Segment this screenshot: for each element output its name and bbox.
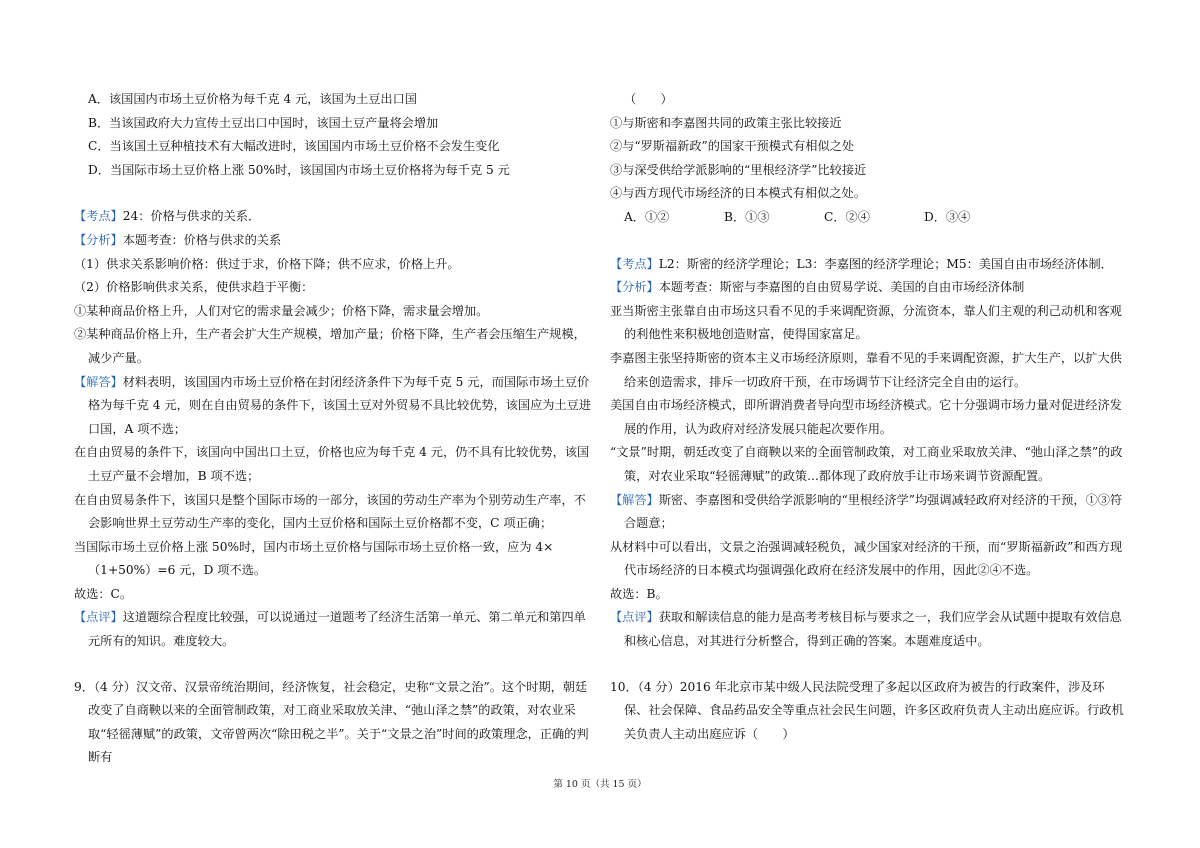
fenxi-line: 亚当斯密主张靠自由市场这只看不见的手来调配资源，分流资本，靠人们主观的利己动机和客观的利他性来积极地创造财富，使得国家富足。: [610, 303, 1122, 342]
choice-a: A．①②: [624, 209, 670, 224]
fenxi: [74, 229, 596, 253]
jieda-text: 材料表明，该国国内市场土豆价格在封闭经济条件下为每千克 5 元，而国际市场土豆价格为每千克 4 元，则在自由贸易的条件下，该国土豆对外贸易不具比较优势，该国应为土豆进口国，A 项不选；: [88, 374, 592, 436]
fenxi-line: 美国自由市场经济模式，即所谓消费者导向型市场经济模式。它十分强调市场力量对促进经济发展的作用，认为政府对经济发展只能起次要作用。: [610, 398, 1122, 436]
right-column: [610, 88, 1128, 746]
choice-d: D．③④: [924, 209, 971, 224]
fenxi-text: 本题考查：价格与供求的关系: [122, 232, 282, 247]
option-d: D．当国际市场土豆价格上涨 50%时，该国国内市场土豆价格将为每千克 5 元: [88, 162, 510, 177]
choice-b: B．①③: [724, 209, 770, 224]
statement-3: ③与深受供给学派影响的“里根经济学”比较接近: [610, 162, 867, 177]
fenxi-line: “文景”时期，朝廷改变了自商鞅以来的全面管制政策，对工商业采取放关津、“弛山泽之禁”的政策，对农业采取“轻徭薄赋”的政策...都体现了政府放手让市场来调节资源配置。: [610, 445, 1123, 483]
kaodian-tag: 【考点】: [610, 256, 659, 271]
jieda: [74, 371, 596, 442]
dianping-text: 这道题综合程度比较强，可以说通过一道题考了经济生活第一单元、第二单元和第四单元所有的知识。难度较大。: [88, 610, 586, 649]
left-column: [74, 88, 596, 770]
jieda-tag: 【解答】: [74, 374, 123, 389]
answer: 故选：B。: [610, 586, 668, 601]
choice-c: C．②④: [824, 209, 870, 224]
kaodian-text: L2：斯密的经济学理论；L3：李嘉图的经济学理论；M5：美国自由市场经济体制．: [658, 256, 1113, 271]
jieda-line: 在自由贸易条件下，该国只是整个国际市场的一部分，该国的劳动生产率为个别劳动生产率，不会影响世界土豆劳动生产率的变化，国内土豆价格和国际土豆价格都不变，C 项正确；: [74, 492, 586, 531]
fenxi-tag: 【分析】: [610, 280, 659, 295]
fenxi-line: （1）供求关系影响价格：供过于求，价格下降；供不应求，价格上升。: [74, 256, 460, 271]
jieda-line: 在自由贸易的条件下，该国向中国出口土豆，价格也应为每千克 4 元，仍不具有比较优势，该国土豆产量不会增加，B 项不选；: [74, 445, 590, 483]
choices: [610, 206, 1128, 230]
kaodian: [610, 253, 1128, 277]
statement-2: ②与“罗斯福新政”的国家干预模式有相似之处: [610, 139, 855, 154]
dianping-text: 获取和解读信息的能力是高考考核目标与要求之一，我们应学会从试题中提取有效信息和核心信息，对其进行分析整合，得到正确的答案。本题难度适中。: [624, 610, 1122, 649]
statement-1: ①与斯密和李嘉图共同的政策主张比较接近: [610, 115, 842, 130]
dianping-tag: 【点评】: [74, 610, 123, 625]
page-footer: 第 10 页（共 15 页）: [553, 779, 647, 790]
dianping: [610, 606, 1128, 653]
fenxi-tag: 【分析】: [74, 232, 123, 247]
dianping-tag: 【点评】: [610, 610, 659, 625]
fenxi-line: ②某种商品价格上升，生产者会扩大生产规模，增加产量；价格下降，生产者会压缩生产规模，减少产量。: [74, 327, 586, 365]
fenxi-line: （2）价格影响供求关系，使供求趋于平衡：: [74, 280, 314, 295]
fenxi: [610, 276, 1128, 300]
answer: 故选：C。: [74, 586, 133, 601]
kaodian-tag: 【考点】: [74, 209, 123, 224]
dianping: [74, 606, 596, 653]
jieda-tag: 【解答】: [610, 492, 659, 507]
statement-4: ④与西方现代市场经济的日本模式有相似之处。: [610, 186, 866, 201]
option-b: B．当该国政府大力宣传土豆出口中国时，该国土豆产量将会增加: [88, 115, 439, 130]
jieda: [610, 489, 1128, 536]
jieda-line: 当国际市场土豆价格上涨 50%时，国内市场土豆价格与国际市场土豆价格一致，应为 4×（1+50%）=6 元，D 项不选。: [74, 539, 554, 578]
answer-bracket: （ ）: [624, 92, 673, 106]
option-a: A．该国国内市场土豆价格为每千克 4 元，该国为土豆出口国: [88, 92, 417, 106]
fenxi-line: ①某种商品价格上升，人们对它的需求量会减少；价格下降，需求量会增加。: [74, 303, 489, 318]
jieda-text: 斯密、李嘉图和受供给学派影响的“里根经济学”均强调减轻政府对经济的干预，①③符合题意；: [624, 492, 1123, 531]
question-10: 10．（4 分）2016 年北京市某中级人民法院受理了多起以区政府为被告的行政案件，涉及环保、社会保障、食品药品安全等重点社会民生问题，许多区政府负责人主动出庭应诉。行政机关负责人主动出庭应诉（ ）: [610, 679, 1124, 741]
jieda-line: 从材料中可以看出，文景之治强调减轻税负，减少国家对经济的干预，而“罗斯福新政”和西方现代市场经济的日本模式均强调强化政府在经济发展中的作用，因此②④不选。: [610, 539, 1123, 578]
option-c: C．当该国土豆种植技术有大幅改进时，该国国内市场土豆价格不会发生变化: [88, 139, 500, 154]
question-9: 9．（4 分）汉文帝、汉景帝统治期间，经济恢复，社会稳定，史称“文景之治”。这个时期，朝廷改变了自商鞅以来的全面管制政策，对工商业采取放关津、“弛山泽之禁”的政策，对农业采取“轻徭薄赋”的政策，文帝曾两次“除田税之半”。关于“文景之治”时间的政策理念，正确的判断有: [74, 679, 589, 765]
fenxi-text: 本题考查：斯密与李嘉图的自由贸易学说、美国的自由市场经济体制: [658, 280, 1025, 295]
fenxi-line: 李嘉图主张坚持斯密的资本主义市场经济原则，靠看不见的手来调配资源，扩大生产，以扩大供给来创造需求，排斥一切政府干预，在市场调节下让经济完全自由的运行。: [610, 350, 1122, 389]
kaodian: [74, 205, 596, 229]
kaodian-text: 24：价格与供求的关系．: [122, 209, 261, 224]
